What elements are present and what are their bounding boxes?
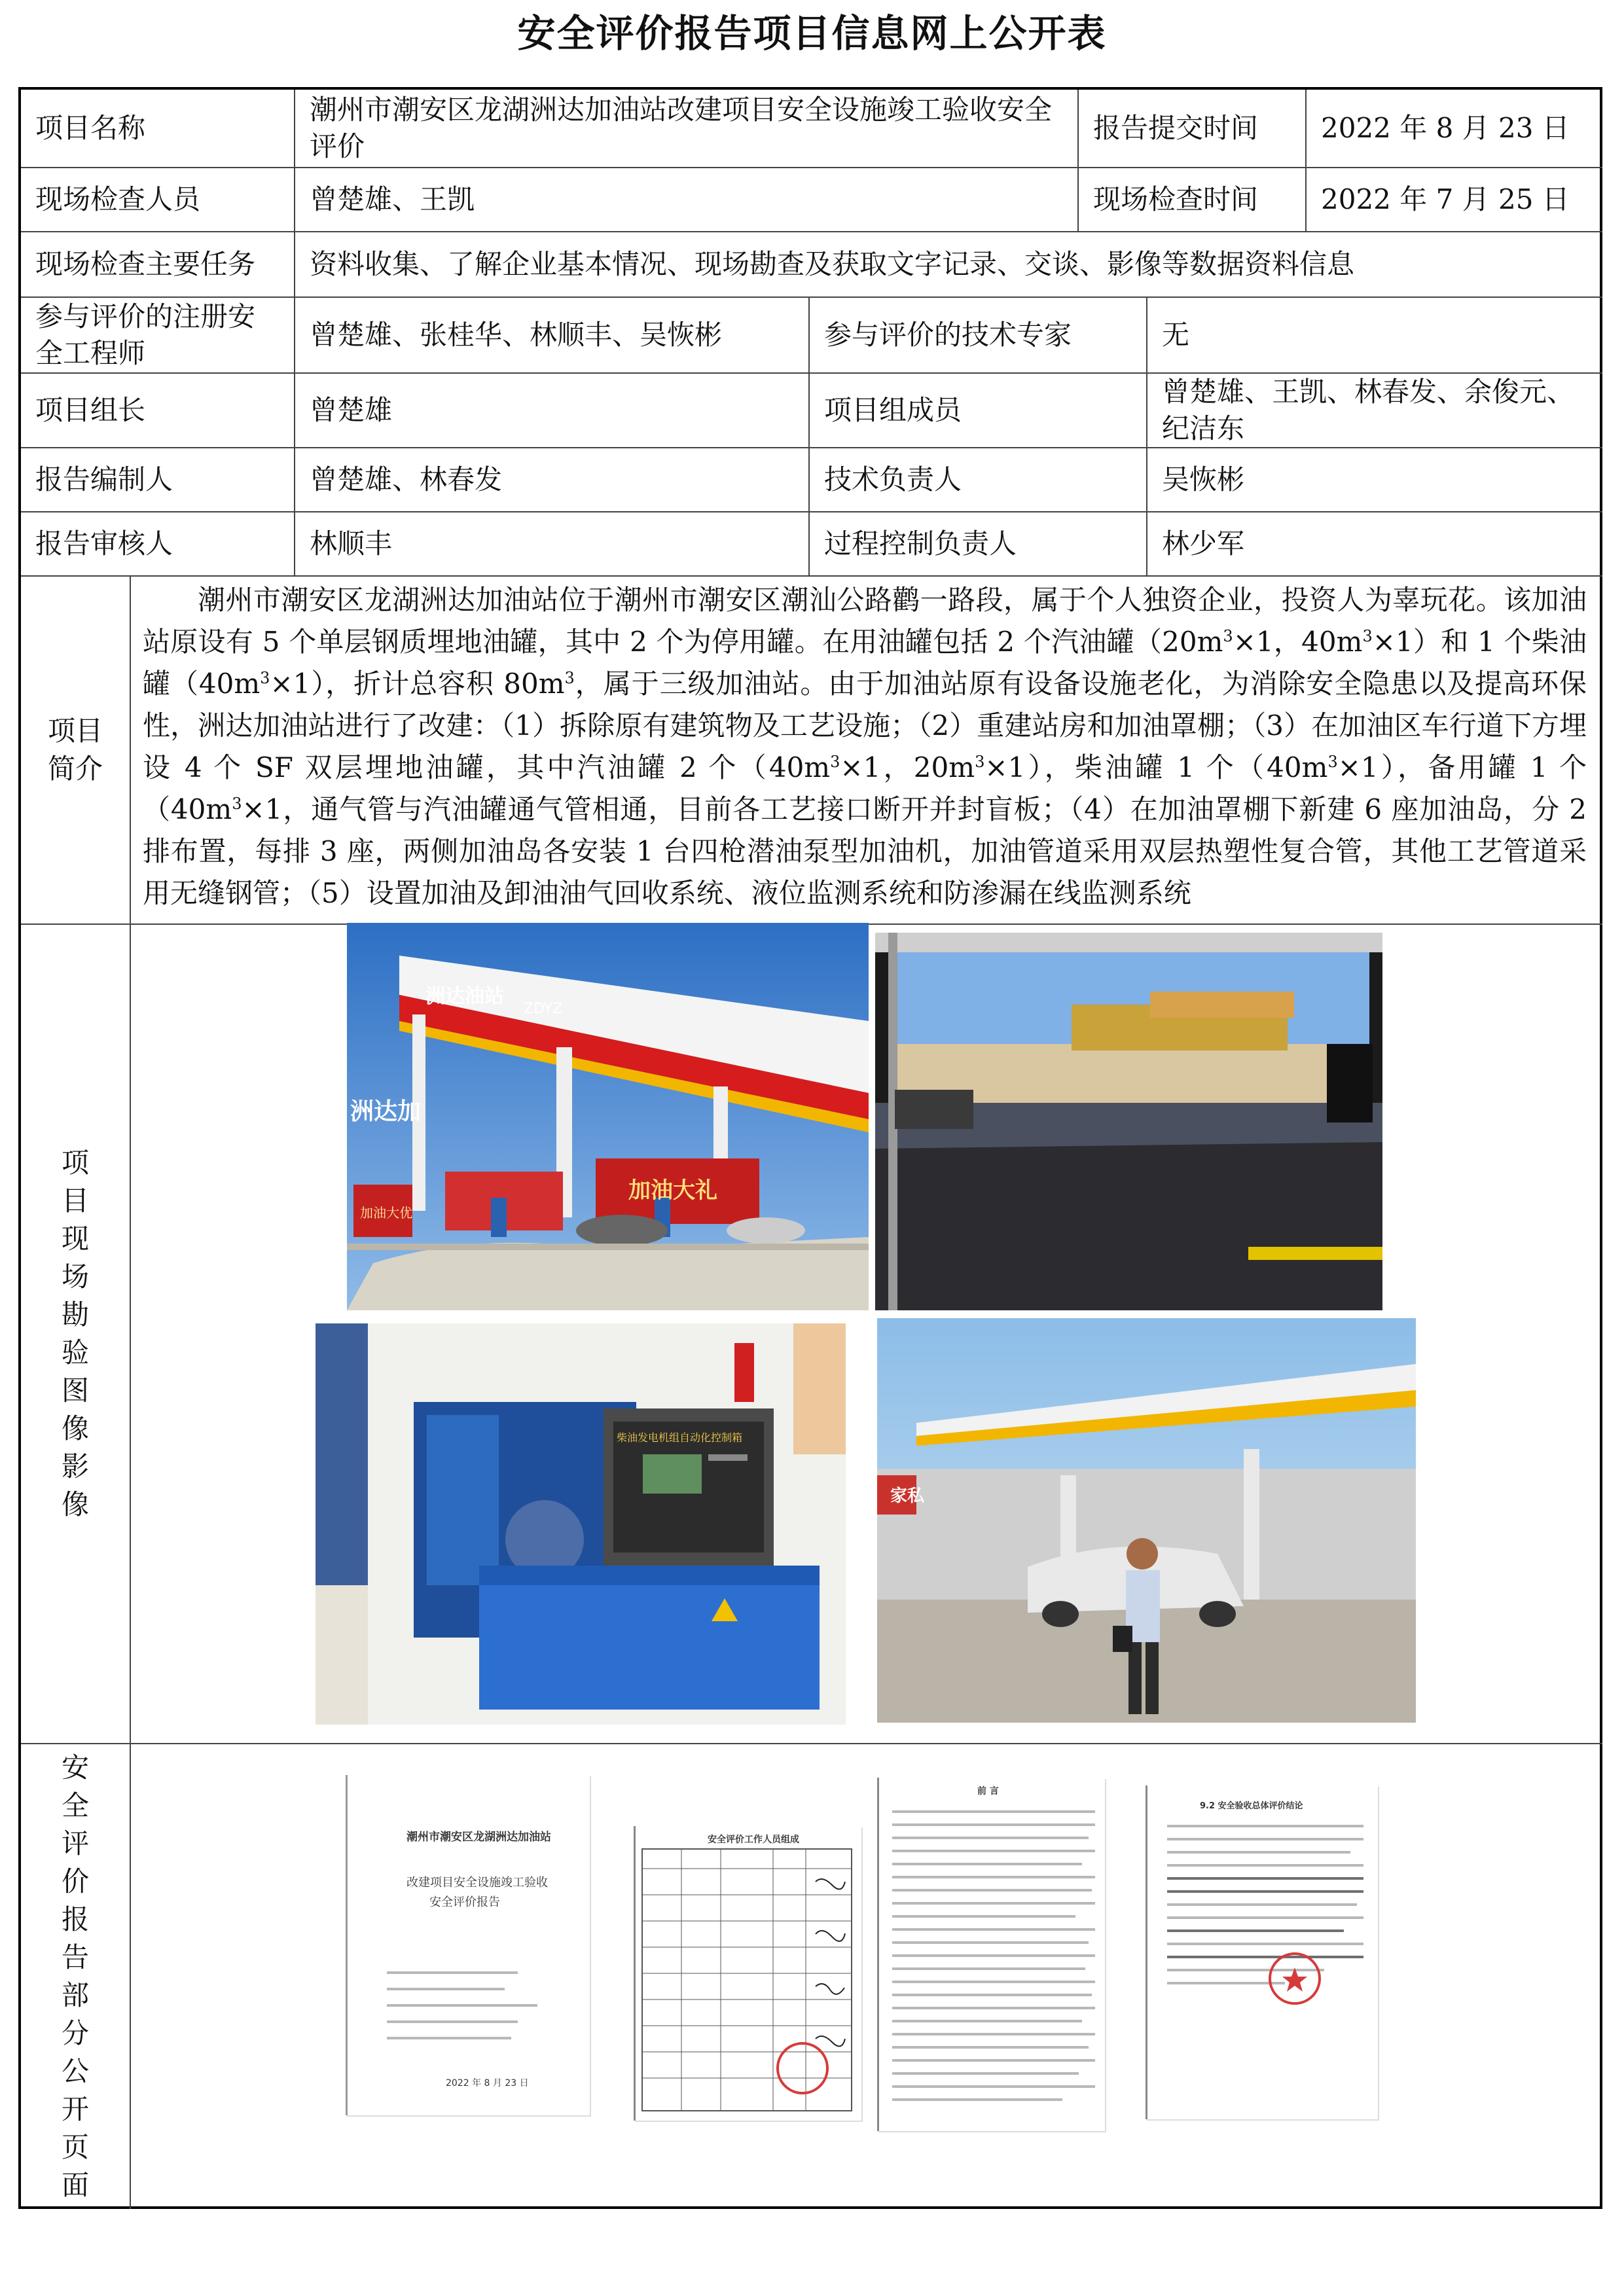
staff-table-grid [636, 1846, 861, 2121]
report-staff-page [634, 1826, 861, 2121]
store-sign-text: 家私 [890, 1486, 925, 1506]
intro-content [131, 577, 1602, 925]
cover-date: 2022 年 8 月 23 日 [446, 2078, 529, 2089]
project-name-value: 潮州市潮安区龙湖洲达加油站改建项目安全设施竣工验收安全评价 [295, 90, 1079, 168]
experts-label: 参与评价的技术专家 [810, 298, 1147, 374]
tech-lead-value: 吴恢彬 [1147, 448, 1602, 512]
preface-title: 前 言 [977, 1786, 999, 1797]
main-task-value: 资料收集、了解企业基本情况、现场勘查及获取文字记录、交谈、影像等数据资料信息 [295, 232, 1602, 298]
engineers-label: 参与评价的注册安全工程师 [21, 298, 295, 374]
engineers-value: 曾楚雄、张桂华、林顺丰、吴恢彬 [295, 298, 810, 374]
tech-lead-label: 技术负责人 [810, 448, 1147, 512]
cover-title-2: 安全评价报告 [429, 1895, 500, 1909]
photo-station-canopy [347, 923, 869, 1310]
report-preface-page [877, 1778, 1105, 2131]
sign-main-text: 洲达油站 [425, 985, 504, 1008]
inspection-time-label: 现场检查时间 [1079, 168, 1307, 232]
report-label: 安全评价报告部分公开页面 [21, 1744, 131, 2209]
conclusion-title: 9.2 安全验收总体评价结论 [1200, 1801, 1303, 1811]
reviewer-value: 林顺丰 [295, 512, 810, 577]
photo-under-canopy [875, 933, 1382, 1310]
submit-time-value: 2022 年 8 月 23 日 [1307, 90, 1602, 168]
cabinet-text: 柴油发电机组自动化控制箱 [617, 1431, 743, 1444]
members-label: 项目组成员 [810, 374, 1147, 448]
leader-label: 项目组长 [21, 374, 295, 448]
intro-label: 项目简介 [21, 577, 131, 925]
intro-paragraph: 潮州市潮安区龙湖洲达加油站位于潮州市潮安区潮汕公路鹳一路段，属于个人独资企业，投资人为辜玩花。该加油站原设有 5 个单层钢质埋地油罐，其中 2 个为停用罐。在用油罐包括 2 个汽油罐（$20m^3\times 1$，$40m^3\times 1$）和 1 个柴油罐$(40m^3\times 1)$，折计总容积 $80m^3$，属于三级加油站。由于加油站原有设备设施老化，为消除安全隐患以及提高环保性，洲达加油站进行了改建：（1）拆除原有建筑物及工艺设施；（2）重建站房和加油罩棚；（3）在加油区车行道下方埋设 4 个 SF 双层埋地油罐，其中汽油罐 2 个（$40m^3\times 1$，$20m^3\times 1$），柴油罐 1 个$(40m^3\times 1)$，备用罐 1 个（$40m^3\times 1$，通气管与汽油罐通气管相通，目前各工艺接口断开并封盲板；（4）在加油罩棚下新建 6 座加油岛，分 2 排布置，每排 3 座，两侧加油岛各安装 1 台四枪潜油泵型加油机，加油管道采用双层热塑性复合管，其他工艺管道采用无缝钢管；（5）设置加油及卸油油气回收系统、液位监测系统和防渗漏在线监测系统 [143, 584, 1587, 909]
cover-title-1: 改建项目安全设施竣工验收 [406, 1876, 548, 1890]
station-canopy-image [347, 923, 869, 1310]
members-value: 曾楚雄、王凯、林春发、余俊元、纪洁东 [1147, 374, 1602, 448]
generator-image [316, 1323, 846, 1725]
leader-value: 曾楚雄 [295, 374, 810, 448]
inspection-time-value: 2022 年 7 月 25 日 [1307, 168, 1602, 232]
report-cover-page [346, 1775, 590, 2115]
reviewer-label: 报告审核人 [21, 512, 295, 577]
experts-value: 无 [1147, 298, 1602, 374]
report-conclusion-page [1146, 1785, 1378, 2119]
compiler-label: 报告编制人 [21, 448, 295, 512]
compiler-value: 曾楚雄、林春发 [295, 448, 810, 512]
sign-left-text: 洲达加 [350, 1098, 422, 1125]
banner-text: 加油大礼 [628, 1177, 717, 1204]
page-title: 安全评价报告项目信息网上公开表 [517, 11, 1107, 56]
staff-table-title: 安全评价工作人员组成 [708, 1835, 799, 1845]
process-control-label: 过程控制负责人 [810, 512, 1147, 577]
photo-generator [316, 1323, 846, 1725]
project-name-label: 项目名称 [21, 90, 295, 168]
inspectors-label: 现场检查人员 [21, 168, 295, 232]
under-canopy-image [875, 933, 1382, 1310]
banner-small-text: 加油大优 [360, 1205, 412, 1221]
station-person-image [877, 1318, 1416, 1723]
photo-station-person [877, 1318, 1416, 1723]
sign-sub-text: ZDYZ [524, 1001, 563, 1017]
inspectors-value: 曾楚雄、王凯 [295, 168, 1079, 232]
main-task-label: 现场检查主要任务 [21, 232, 295, 298]
photos-label: 项目现场勘验图像影像 [21, 925, 131, 1744]
cover-org: 潮州市潮安区龙湖洲达加油站 [406, 1831, 551, 1844]
process-control-value: 林少军 [1147, 512, 1602, 577]
red-seal-icon [1265, 1949, 1324, 2008]
submit-time-label: 报告提交时间 [1079, 90, 1307, 168]
